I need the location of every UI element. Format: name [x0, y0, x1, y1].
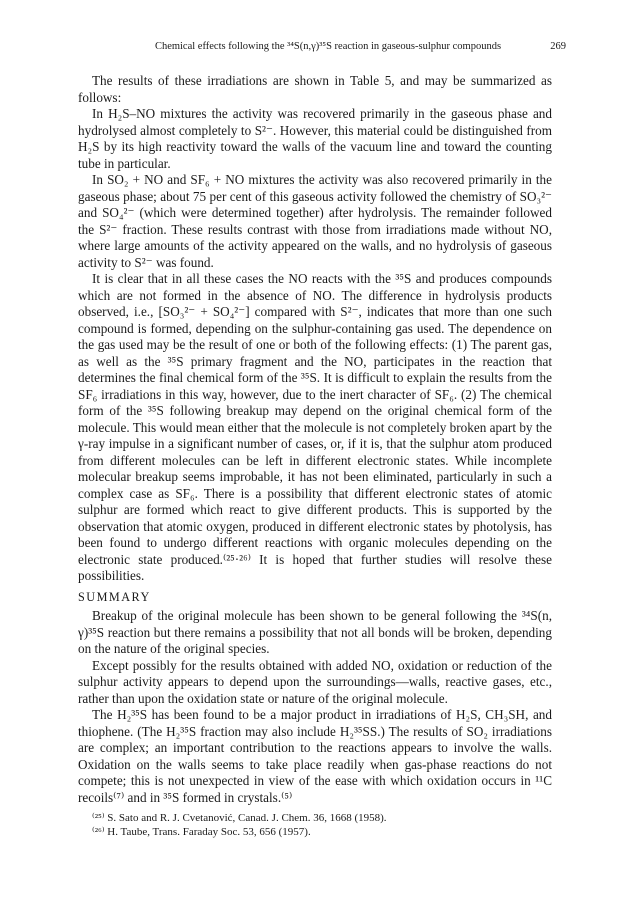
summary-paragraph-h2s35: The H₂³⁵S has been found to be a major product in irradiations of H₂S, CH₃SH, and thiophene. (The H₂³⁵S fraction may also include H₂³⁵SS.) The results of SO₂ irradiations are complex; an important contribution to the reactions appears to involve the walls. Oxidation on the walls seems to take place readily when gas-phase reactions do not compete; this is not unexpected in view of the ease with which oxidation occurs in ¹¹C recoils⁽⁷⁾ and in ³⁵S formed in crystals.⁽⁵⁾: [78, 707, 552, 805]
reference-25: ⁽²⁵⁾ S. Sato and R. J. Cvetanović, Canad. J. Chem. 36, 1668 (1958).: [92, 812, 387, 824]
paragraph-discussion: It is clear that in all these cases the NO reacts with the ³⁵S and produces compounds which are not formed in the absence of NO. The difference in hydrolysis products observed, i.e., [SO₃²⁻ + SO₄²⁻] compared with S²⁻, indicates that more than one such compound is formed, depending on the sulphur-containing gas used. The dependence on the gas used may be the result of one or both of the following effects: (1) The parent gas, as well as the ³⁵S primary fragment and the NO, participates in the reaction that determines the final chemical form of the ³⁵S. It is difficult to explain the results from the SF₆ irradiations in this way, however, due to the inert character of SF₆. (2) The chemical form of the ³⁵S following breakup may depend on the original chemical form of the molecule. This would mean either that the molecule is not completely broken apart by the γ-ray impulse in a significant number of cases, or, if it is, that the sulphur atom produced from different molecules can be left in different electronic states. While incomplete molecular breakup seems improbable, it has not been eliminated, particularly in such a complex case as SF₆. There is a possibility that different electronic states of atomic sulphur are formed which react to give different products. This is supported by the observation that atomic oxygen, produced in different electronic states by photolysis, has been found to undergo different reactions with organic molecules depending on the electronic state produced.⁽²⁵·²⁶⁾ It is hoped that further studies will resolve these possibilities.: [78, 271, 552, 583]
paragraph-results-intro: The results of these irradiations are shown in Table 5, and may be summarized as follows:: [78, 73, 552, 105]
body-text: [78, 73, 552, 839]
summary-paragraph-oxidation: Except possibly for the results obtained with added NO, oxidation or reduction of the sulphur activity appears to depend upon the surroundings—walls, reactive gases, etc., rather than upon the oxidation state or nature of the original molecule.: [78, 657, 552, 706]
paragraph-h2s-no: In H₂S–NO mixtures the activity was recovered primarily in the gaseous phase and hydrolysed almost completely to S²⁻. However, this material could be distinguished from H₂S by its high reactivity toward the walls of the vacuum line and toward the counting tube in particular.: [78, 106, 552, 171]
summary-paragraph-breakup: Breakup of the original molecule has been shown to be general following the ³⁴S(n, γ)³⁵S reaction but there remains a possibility that not all bonds will be broken, depending on the nature of the original species.: [78, 608, 552, 656]
running-title: Chemical effects following the ³⁴S(n,γ)³⁵S reaction in gaseous-sulphur compounds: [154, 41, 502, 52]
reference-26: ⁽²⁶⁾ H. Taube, Trans. Faraday Soc. 53, 656 (1957).: [92, 826, 311, 838]
footnote-references: [78, 811, 552, 839]
paragraph-so2-sf6-no: In SO₂ + NO and SF₆ + NO mixtures the activity was also recovered primarily in the gaseous phase; about 75 per cent of this gaseous activity followed the chemistry of SO₃²⁻ and SO₄²⁻ (which were determined together) after hydrolysis. The remainder followed the S²⁻ fraction. These results contrast with those from irradiations made without NO, where large amounts of the activity appeared on the walls, and no hydrolysis of gaseous activity to S²⁻ was found.: [78, 172, 552, 270]
summary-heading: SUMMARY: [78, 589, 151, 604]
page-number: 269: [550, 41, 566, 52]
